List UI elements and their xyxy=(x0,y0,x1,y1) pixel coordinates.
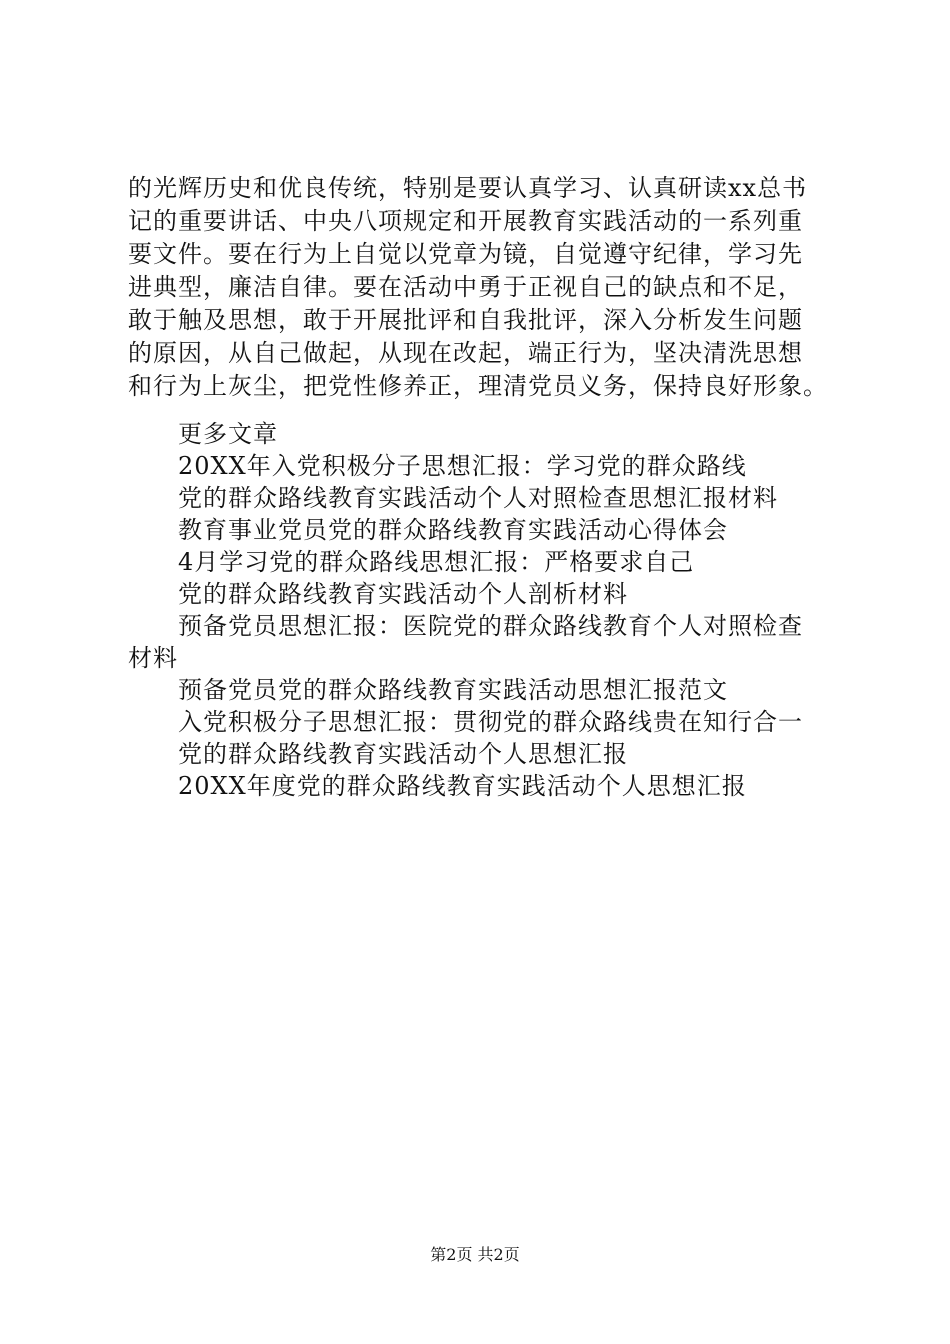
more-articles-heading: 更多文章 xyxy=(178,420,278,448)
more-articles-list xyxy=(128,418,848,802)
article-link[interactable]: 20XX年度党的群众路线教育实践活动个人思想汇报 xyxy=(178,772,747,800)
article-link-continuation[interactable]: 材料 xyxy=(128,644,178,672)
article-link[interactable]: 预备党员思想汇报：医院党的群众路线教育个人对照检查 xyxy=(178,612,803,640)
body-line: 进典型，廉洁自律。要在活动中勇于正视自己的缺点和不足， xyxy=(128,273,803,301)
article-link[interactable]: 20XX年入党积极分子思想汇报：学习党的群众路线 xyxy=(178,452,747,480)
body-line: 的光辉历史和优良传统，特别是要认真学习、认真研读xx总书 xyxy=(128,174,808,202)
body-line: 敢于触及思想，敢于开展批评和自我批评，深入分析发生问题 xyxy=(128,306,803,334)
body-line: 和行为上灰尘，把党性修养正，理清党员义务，保持良好形象。 xyxy=(128,372,828,400)
article-link[interactable]: 党的群众路线教育实践活动个人对照检查思想汇报材料 xyxy=(178,484,778,512)
article-link[interactable]: 预备党员党的群众路线教育实践活动思想汇报范文 xyxy=(178,676,728,704)
page-footer xyxy=(0,1244,950,1266)
body-line: 记的重要讲话、中央八项规定和开展教育实践活动的一系列重 xyxy=(128,207,803,235)
body-line: 的原因，从自己做起，从现在改起，端正行为，坚决清洗思想 xyxy=(128,339,803,367)
article-link[interactable]: 党的群众路线教育实践活动个人思想汇报 xyxy=(178,740,628,768)
body-paragraph xyxy=(128,172,838,403)
article-link[interactable]: 入党积极分子思想汇报：贯彻党的群众路线贵在知行合一 xyxy=(178,708,803,736)
article-link[interactable]: 党的群众路线教育实践活动个人剖析材料 xyxy=(178,580,628,608)
body-line: 要文件。要在行为上自觉以党章为镜，自觉遵守纪律，学习先 xyxy=(128,240,803,268)
article-link[interactable]: 教育事业党员党的群众路线教育实践活动心得体会 xyxy=(178,516,728,544)
page-number: 第2页 共2页 xyxy=(430,1245,520,1264)
article-link[interactable]: 4月学习党的群众路线思想汇报：严格要求自己 xyxy=(178,548,695,576)
